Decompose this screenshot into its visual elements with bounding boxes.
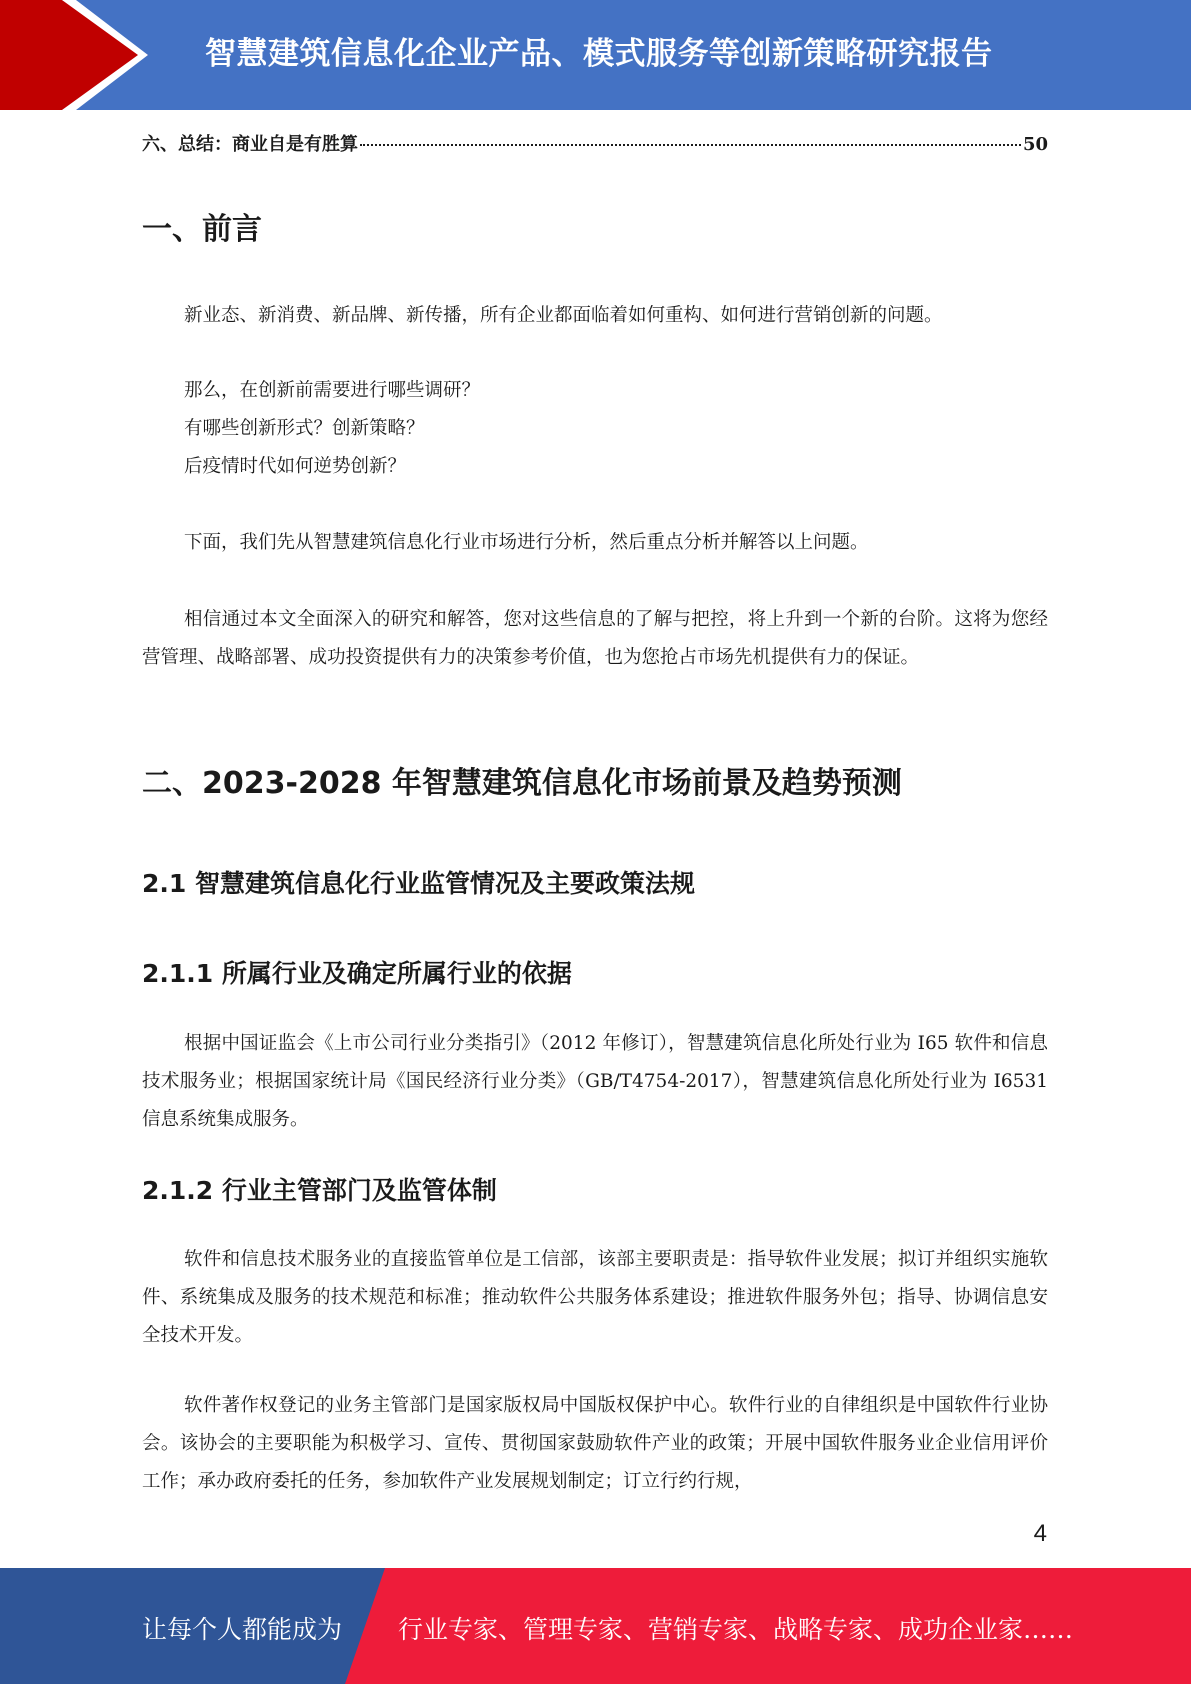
toc-entry-page: 50 <box>1022 134 1048 155</box>
paragraph: 相信通过本文全面深入的研究和解答，您对这些信息的了解与把控，将上升到一个新的台阶。这将为您经营管理、战略部署、成功投资提供有力的决策参考价值，也为您抢占市场先机提供有力的保证。 <box>142 609 1048 668</box>
paragraph: 新业态、新消费、新品牌、新传播，所有企业都面临着如何重构、如何进行营销创新的问题。 <box>184 305 943 326</box>
report-title: 智慧建筑信息化企业产品、模式服务等创新策略研究报告 <box>205 36 993 72</box>
paragraph: 软件和信息技术服务业的直接监管单位是工信部，该部主要职责是：指导软件业发展；拟订并组织实施软件、系统集成及服务的技术规范和标准；推动软件公共服务体系建设；推进软件服务外包；指导、协调信息安全技术开发。 <box>142 1249 1048 1346</box>
subsection-title-2-1-1: 2.1.1 所属行业及确定所属行业的依据 <box>142 959 572 988</box>
section-title-chapter-2: 二、2023-2028 年智慧建筑信息化市场前景及趋势预测 <box>142 766 902 801</box>
toc-leader-dots <box>360 144 1021 146</box>
paragraph: 根据中国证监会《上市公司行业分类指引》（2012 年修订），智慧建筑信息化所处行业为 I65 软件和信息技术服务业；根据国家统计局《国民经济行业分类》（GB/T4754-2017），智慧建筑信息化所处行业为 I6531 信息系统集成服务。 <box>142 1033 1048 1130</box>
footer-slogan-left: 让每个人都能成为 <box>142 1615 343 1644</box>
header-red-arrow-shape <box>0 0 150 110</box>
page-number: 4 <box>1033 1520 1047 1547</box>
subsection-title-2-1: 2.1 智慧建筑信息化行业监管情况及主要政策法规 <box>142 869 695 898</box>
section-title-preface: 一、前言 <box>142 212 262 247</box>
toc-entry-label: 六、总结：商业自是有胜算 <box>142 134 358 155</box>
paragraph: 有哪些创新形式？创新策略？ <box>184 418 425 439</box>
paragraph: 下面，我们先从智慧建筑信息化行业市场进行分析，然后重点分析并解答以上问题。 <box>184 532 869 553</box>
footer-slogan-right: 行业专家、管理专家、营销专家、战略专家、成功企业家…… <box>398 1615 1074 1644</box>
footer-banner <box>0 1568 1191 1684</box>
toc-entry[interactable] <box>142 130 1048 156</box>
header-banner <box>0 0 1191 110</box>
paragraph: 后疫情时代如何逆势创新？ <box>184 456 407 477</box>
paragraph: 那么，在创新前需要进行哪些调研？ <box>184 380 481 401</box>
subsection-title-2-1-2: 2.1.2 行业主管部门及监管体制 <box>142 1176 497 1205</box>
paragraph: 软件著作权登记的业务主管部门是国家版权局中国版权保护中心。软件行业的自律组织是中国软件行业协会。该协会的主要职能为积极学习、宣传、贯彻国家鼓励软件产业的政策；开展中国软件服务业企业信用评价工作；承办政府委托的任务，参加软件产业发展规划制定；订立行约行规， <box>142 1395 1048 1492</box>
